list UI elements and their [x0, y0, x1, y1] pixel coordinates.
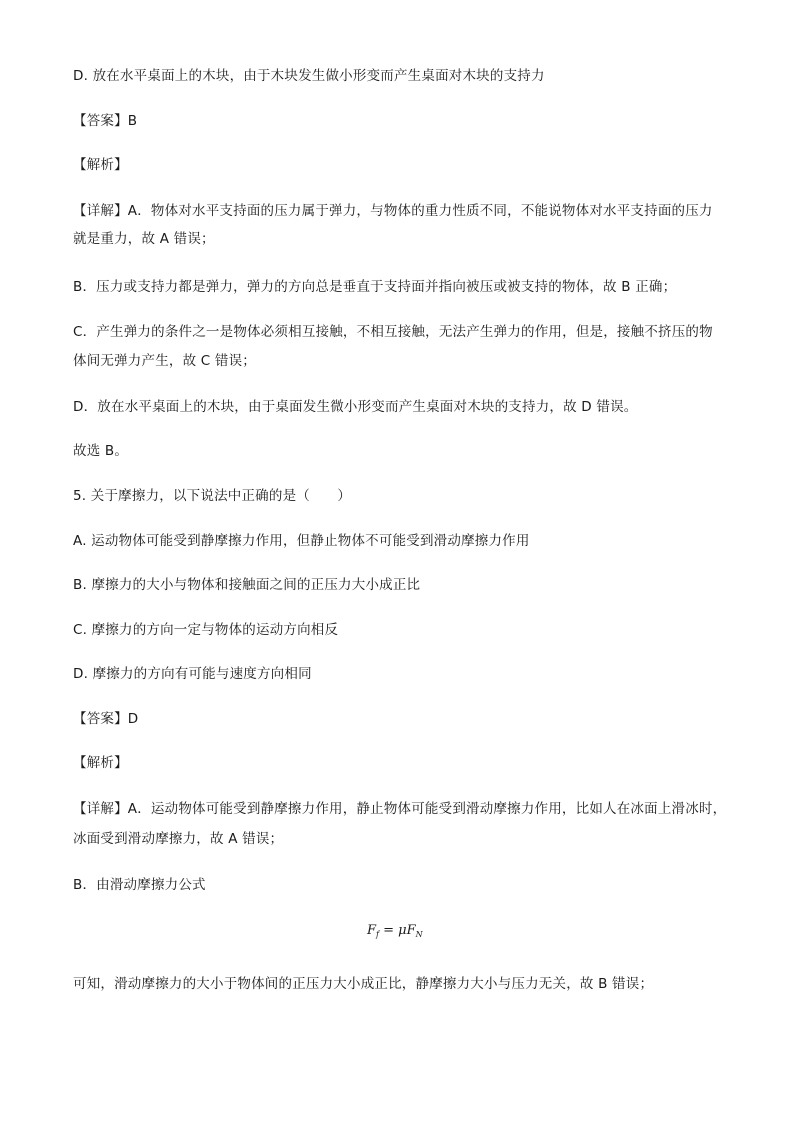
detail-2-line-a2: 冰面受到滑动摩擦力，故 A 错误； — [73, 831, 284, 847]
detail-2-line-b: B．由滑动摩擦力公式 — [73, 877, 206, 893]
answer-label-2: 【答案】D — [73, 711, 139, 727]
formula-equals: = — [379, 923, 399, 938]
detail-line-a2: 就是重力，故 A 错误； — [73, 231, 215, 247]
analysis-label: 【解析】 — [73, 157, 128, 173]
detail-line-d: D．放在水平桌面上的木块，由于桌面发生微小形变而产生桌面对木块的支持力，故 D 错误。 — [73, 399, 638, 415]
question-5-option-b: B. 摩擦力的大小与物体和接触面之间的正压力大小成正比 — [73, 577, 421, 593]
detail-line-c2: 体间无弹力产生，故 C 错误； — [73, 353, 257, 369]
question-5-option-c: C. 摩擦力的方向一定与物体的运动方向相反 — [73, 622, 339, 638]
detail-2-line-b2: 可知，滑动摩擦力的大小于物体间的正压力大小成正比，静摩擦力大小与压力无关，故 B 错误； — [73, 976, 654, 992]
formula-lhs: F — [367, 923, 377, 938]
conclusion-line: 故选 B。 — [73, 443, 129, 459]
formula-rhs: μF — [398, 923, 416, 938]
formula-lhs-sub: f — [376, 930, 379, 939]
analysis-label-2: 【解析】 — [73, 755, 128, 771]
question-5-stem: 5. 关于摩擦力，以下说法中正确的是（ ） — [73, 488, 352, 504]
detail-line-a1: 【详解】A．物体对水平支持面的压力属于弹力，与物体的重力性质不同，不能说物体对水平支持面的压力 — [73, 203, 713, 219]
detail-2-line-a1: 【详解】A．运动物体可能受到静摩擦力作用，静止物体可能受到滑动摩擦力作用，比如人在冰面上滑冰时， — [73, 801, 727, 817]
answer-label: 【答案】B — [73, 113, 138, 129]
detail-line-c1: C．产生弹力的条件之一是物体必须相互接触，不相互接触，无法产生弹力的作用，但是，接触不挤压的物 — [73, 324, 713, 340]
question-5-option-a: A. 运动物体可能受到静摩擦力作用，但静止物体不可能受到滑动摩擦力作用 — [73, 533, 530, 549]
formula-rhs-sub: N — [415, 930, 423, 939]
detail-line-b: B．压力或支持力都是弹力，弹力的方向总是垂直于支持面并指向被压或被支持的物体，故 B 正确； — [73, 279, 677, 295]
option-d-line: D. 放在水平桌面上的木块，由于木块发生做小形变而产生桌面对木块的支持力 — [73, 68, 545, 84]
friction-formula — [367, 922, 423, 944]
question-5-option-d: D. 摩擦力的方向有可能与速度方向相同 — [73, 666, 312, 682]
